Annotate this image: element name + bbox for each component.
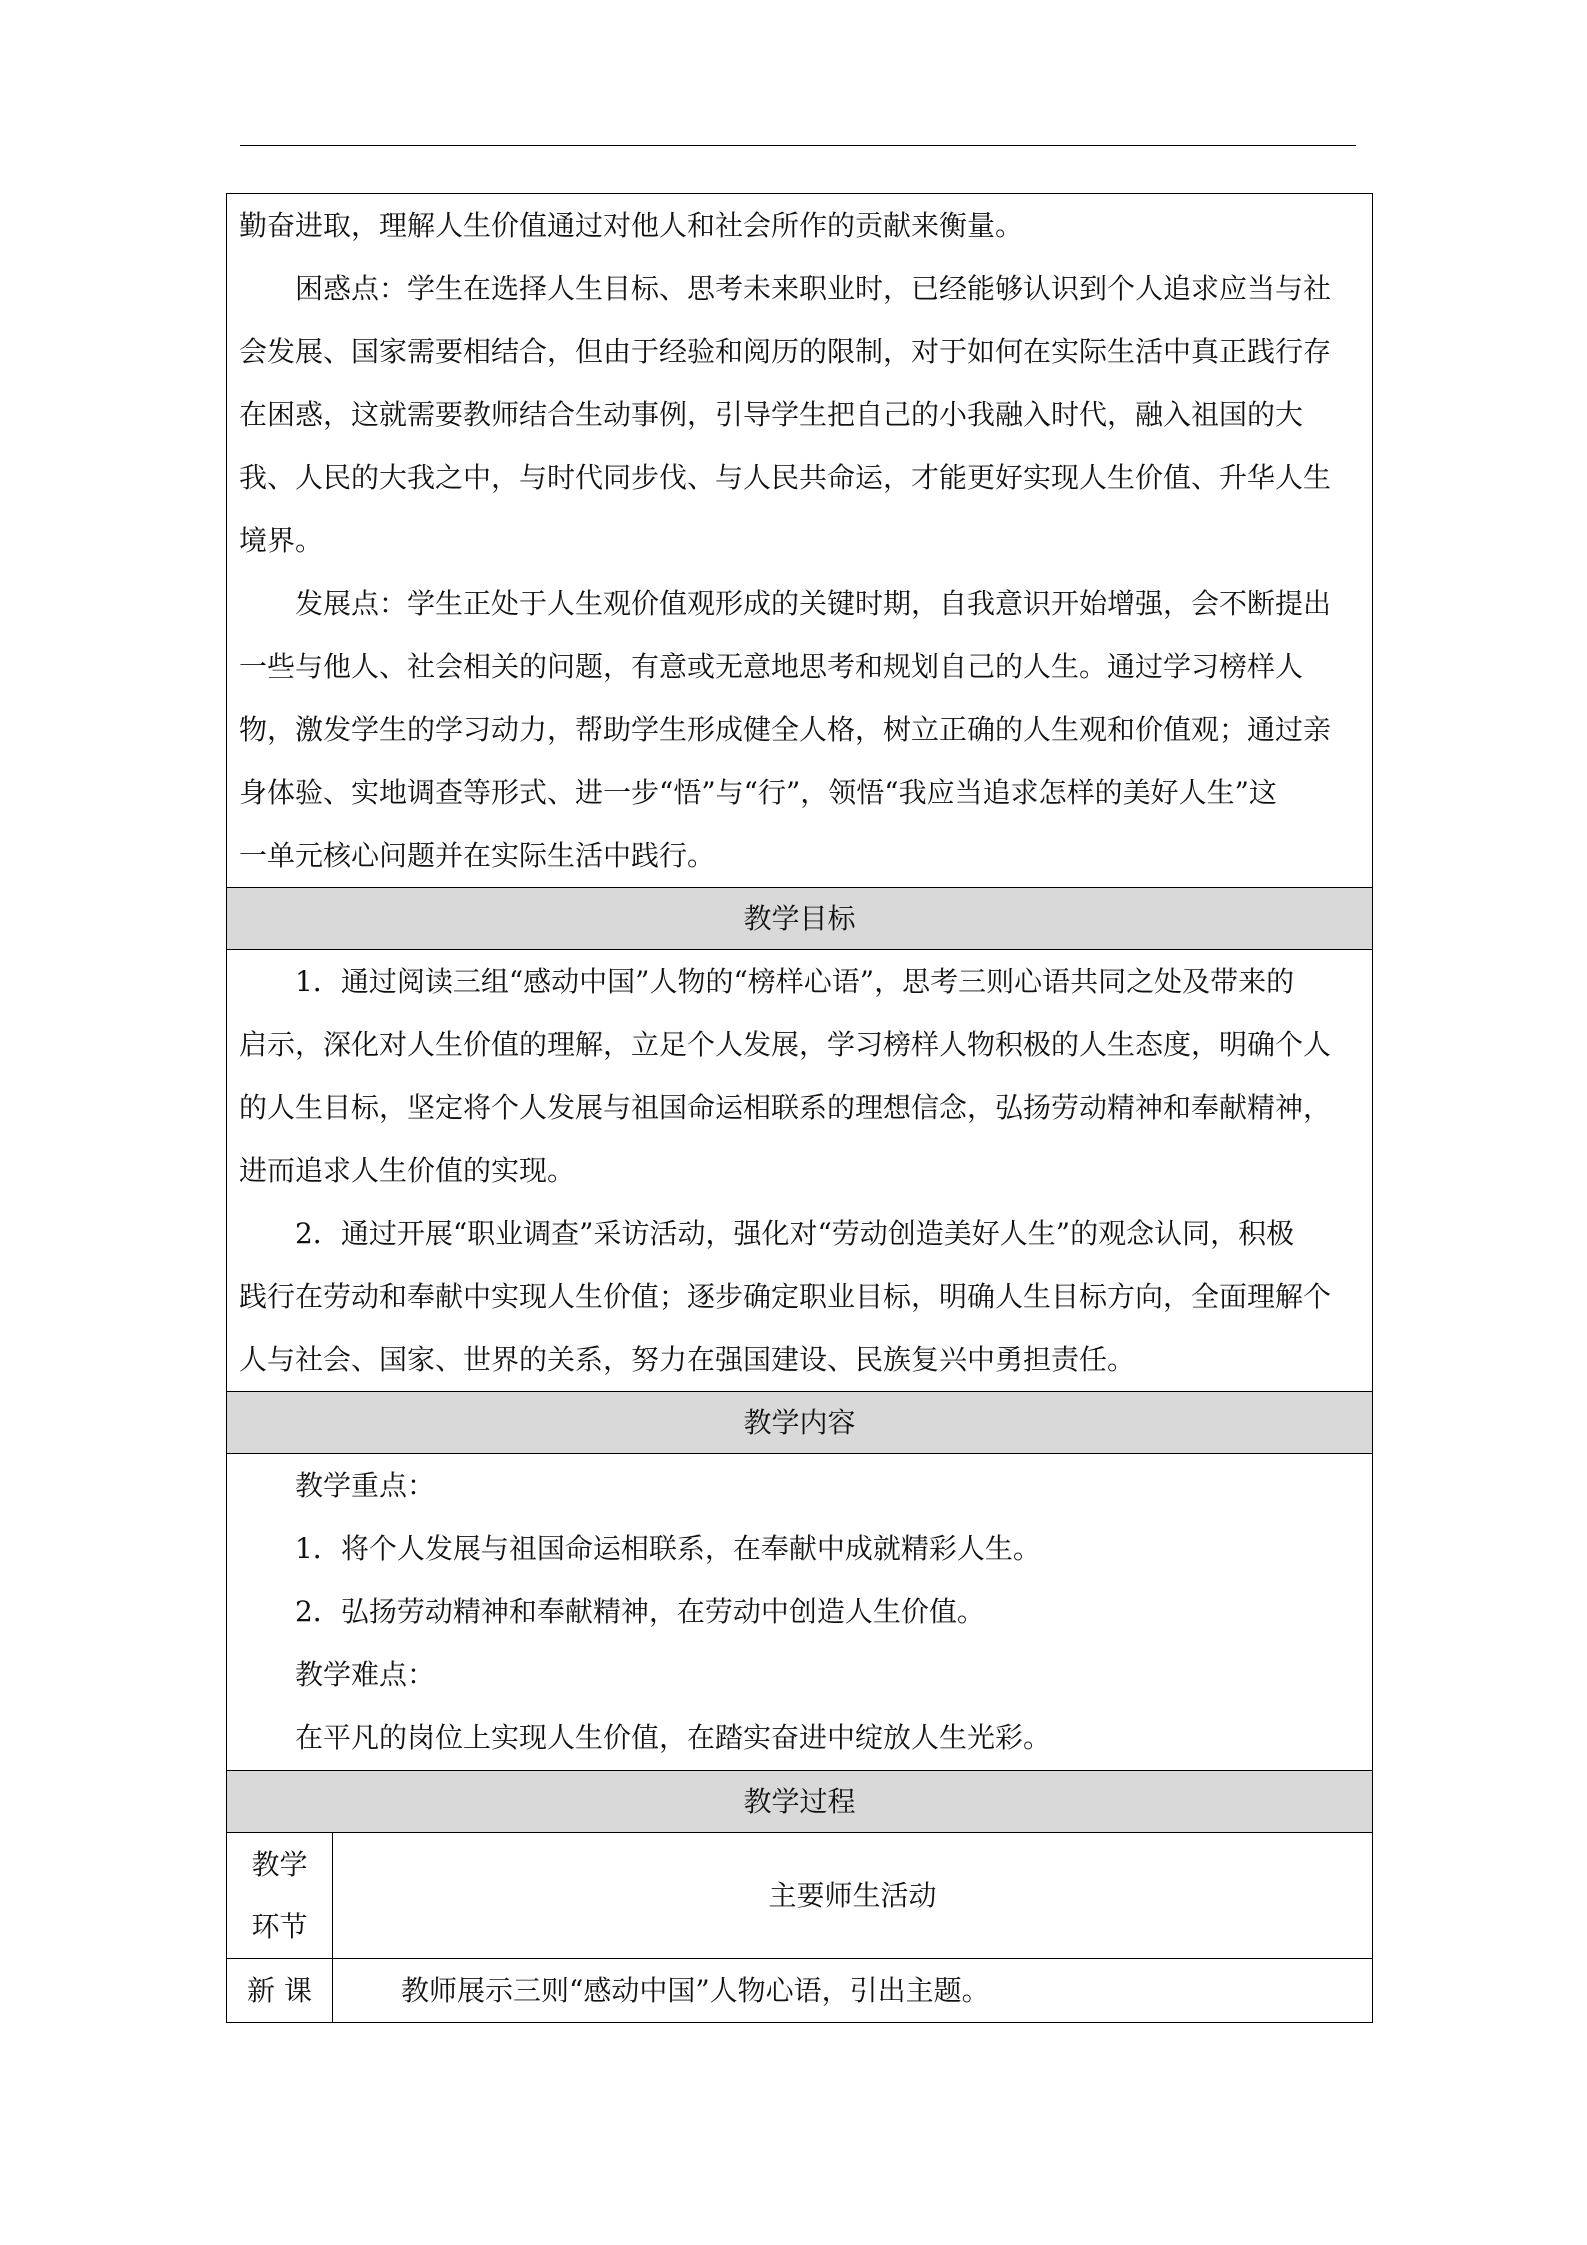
text-line: 困惑点：学生在选择人生目标、思考未来职业时，已经能够认识到个人追求应当与社 bbox=[295, 272, 1332, 305]
text-line: 在困惑，这就需要教师结合生动事例，引导学生把自己的小我融入时代，融入祖国的大 bbox=[239, 398, 1304, 431]
page-header-rule bbox=[240, 145, 1356, 146]
key-point-2: 2．弘扬劳动精神和奉献精神，在劳动中创造人生价值。 bbox=[295, 1595, 985, 1628]
section-heading-objectives: 教学目标 bbox=[227, 888, 1373, 950]
content-row bbox=[227, 1454, 1373, 1771]
stage-header-line: 教学 bbox=[251, 1847, 308, 1881]
process-header-row bbox=[227, 1833, 1373, 1959]
text-line: 发展点：学生正处于人生观价值观形成的关键时期，自我意识开始增强，会不断提出 bbox=[295, 587, 1332, 620]
confusion-paragraph bbox=[239, 257, 1360, 572]
text-line: 我、人民的大我之中，与时代同步伐、与人民共命运，才能更好实现人生价值、升华人生 bbox=[239, 461, 1332, 494]
objective-item-1 bbox=[239, 950, 1360, 1202]
analysis-row bbox=[227, 194, 1373, 888]
text-line: 会发展、国家需要相结合，但由于经验和阅历的限制，对于如何在实际生活中真正践行存 bbox=[239, 335, 1332, 368]
text-line: 境界。 bbox=[239, 524, 324, 557]
process-row bbox=[227, 1959, 1373, 2023]
difficulty-label: 教学难点： bbox=[295, 1658, 436, 1691]
activity-column-header: 主要师生活动 bbox=[333, 1833, 1373, 1959]
activity-cell: 教师展示三则“感动中国”人物心语，引出主题。 bbox=[333, 1959, 1373, 2023]
process-heading-row bbox=[227, 1771, 1373, 1833]
text-line: 进而追求人生价值的实现。 bbox=[239, 1154, 576, 1187]
stage-header-line: 环节 bbox=[251, 1909, 308, 1943]
student-analysis-cell bbox=[227, 194, 1373, 888]
lesson-plan-table bbox=[226, 193, 1373, 2023]
objectives-heading-row bbox=[227, 888, 1373, 950]
key-points-label: 教学重点： bbox=[295, 1469, 436, 1502]
key-point-1: 1．将个人发展与祖国命运相联系，在奉献中成就精彩人生。 bbox=[295, 1532, 1041, 1565]
stage-cell: 新 课 bbox=[227, 1959, 333, 2023]
text-line: 身体验、实地调查等形式、进一步“悟”与“行”，领悟“我应当追求怎样的美好人生”这 bbox=[239, 776, 1277, 809]
stage-column-header bbox=[227, 1833, 333, 1959]
text-line: 2．通过开展“职业调查”采访活动，强化对“劳动创造美好人生”的观念认同，积极 bbox=[295, 1217, 1295, 1250]
objective-item-2 bbox=[239, 1202, 1360, 1391]
text-line: 物，激发学生的学习动力，帮助学生形成健全人格，树立正确的人生观和价值观；通过亲 bbox=[239, 713, 1332, 746]
analysis-continuation: 勤奋进取，理解人生价值通过对他人和社会所作的贡献来衡量。 bbox=[239, 209, 1024, 242]
section-heading-process: 教学过程 bbox=[227, 1771, 1373, 1833]
text-line: 人与社会、国家、世界的关系，努力在强国建设、民族复兴中勇担责任。 bbox=[239, 1343, 1136, 1376]
objectives-row bbox=[227, 950, 1373, 1392]
text-line: 的人生目标，坚定将个人发展与祖国命运相联系的理想信念，弘扬劳动精神和奉献精神， bbox=[239, 1091, 1332, 1124]
development-paragraph bbox=[239, 572, 1360, 887]
section-heading-content: 教学内容 bbox=[227, 1392, 1373, 1454]
text-line: 1．通过阅读三组“感动中国”人物的“榜样心语”，思考三则心语共同之处及带来的 bbox=[295, 965, 1295, 998]
text-line: 践行在劳动和奉献中实现人生价值；逐步确定职业目标，明确人生目标方向，全面理解个 bbox=[239, 1280, 1332, 1313]
text-line: 一些与他人、社会相关的问题，有意或无意地思考和规划自己的人生。通过学习榜样人 bbox=[239, 650, 1304, 683]
text-line: 启示，深化对人生价值的理解，立足个人发展，学习榜样人物积极的人生态度，明确个人 bbox=[239, 1028, 1332, 1061]
content-heading-row bbox=[227, 1392, 1373, 1454]
difficulty-point-1: 在平凡的岗位上实现人生价值，在踏实奋进中绽放人生光彩。 bbox=[295, 1721, 1052, 1754]
objectives-cell bbox=[227, 950, 1373, 1392]
text-line: 一单元核心问题并在实际生活中践行。 bbox=[239, 839, 716, 872]
content-cell bbox=[227, 1454, 1373, 1771]
